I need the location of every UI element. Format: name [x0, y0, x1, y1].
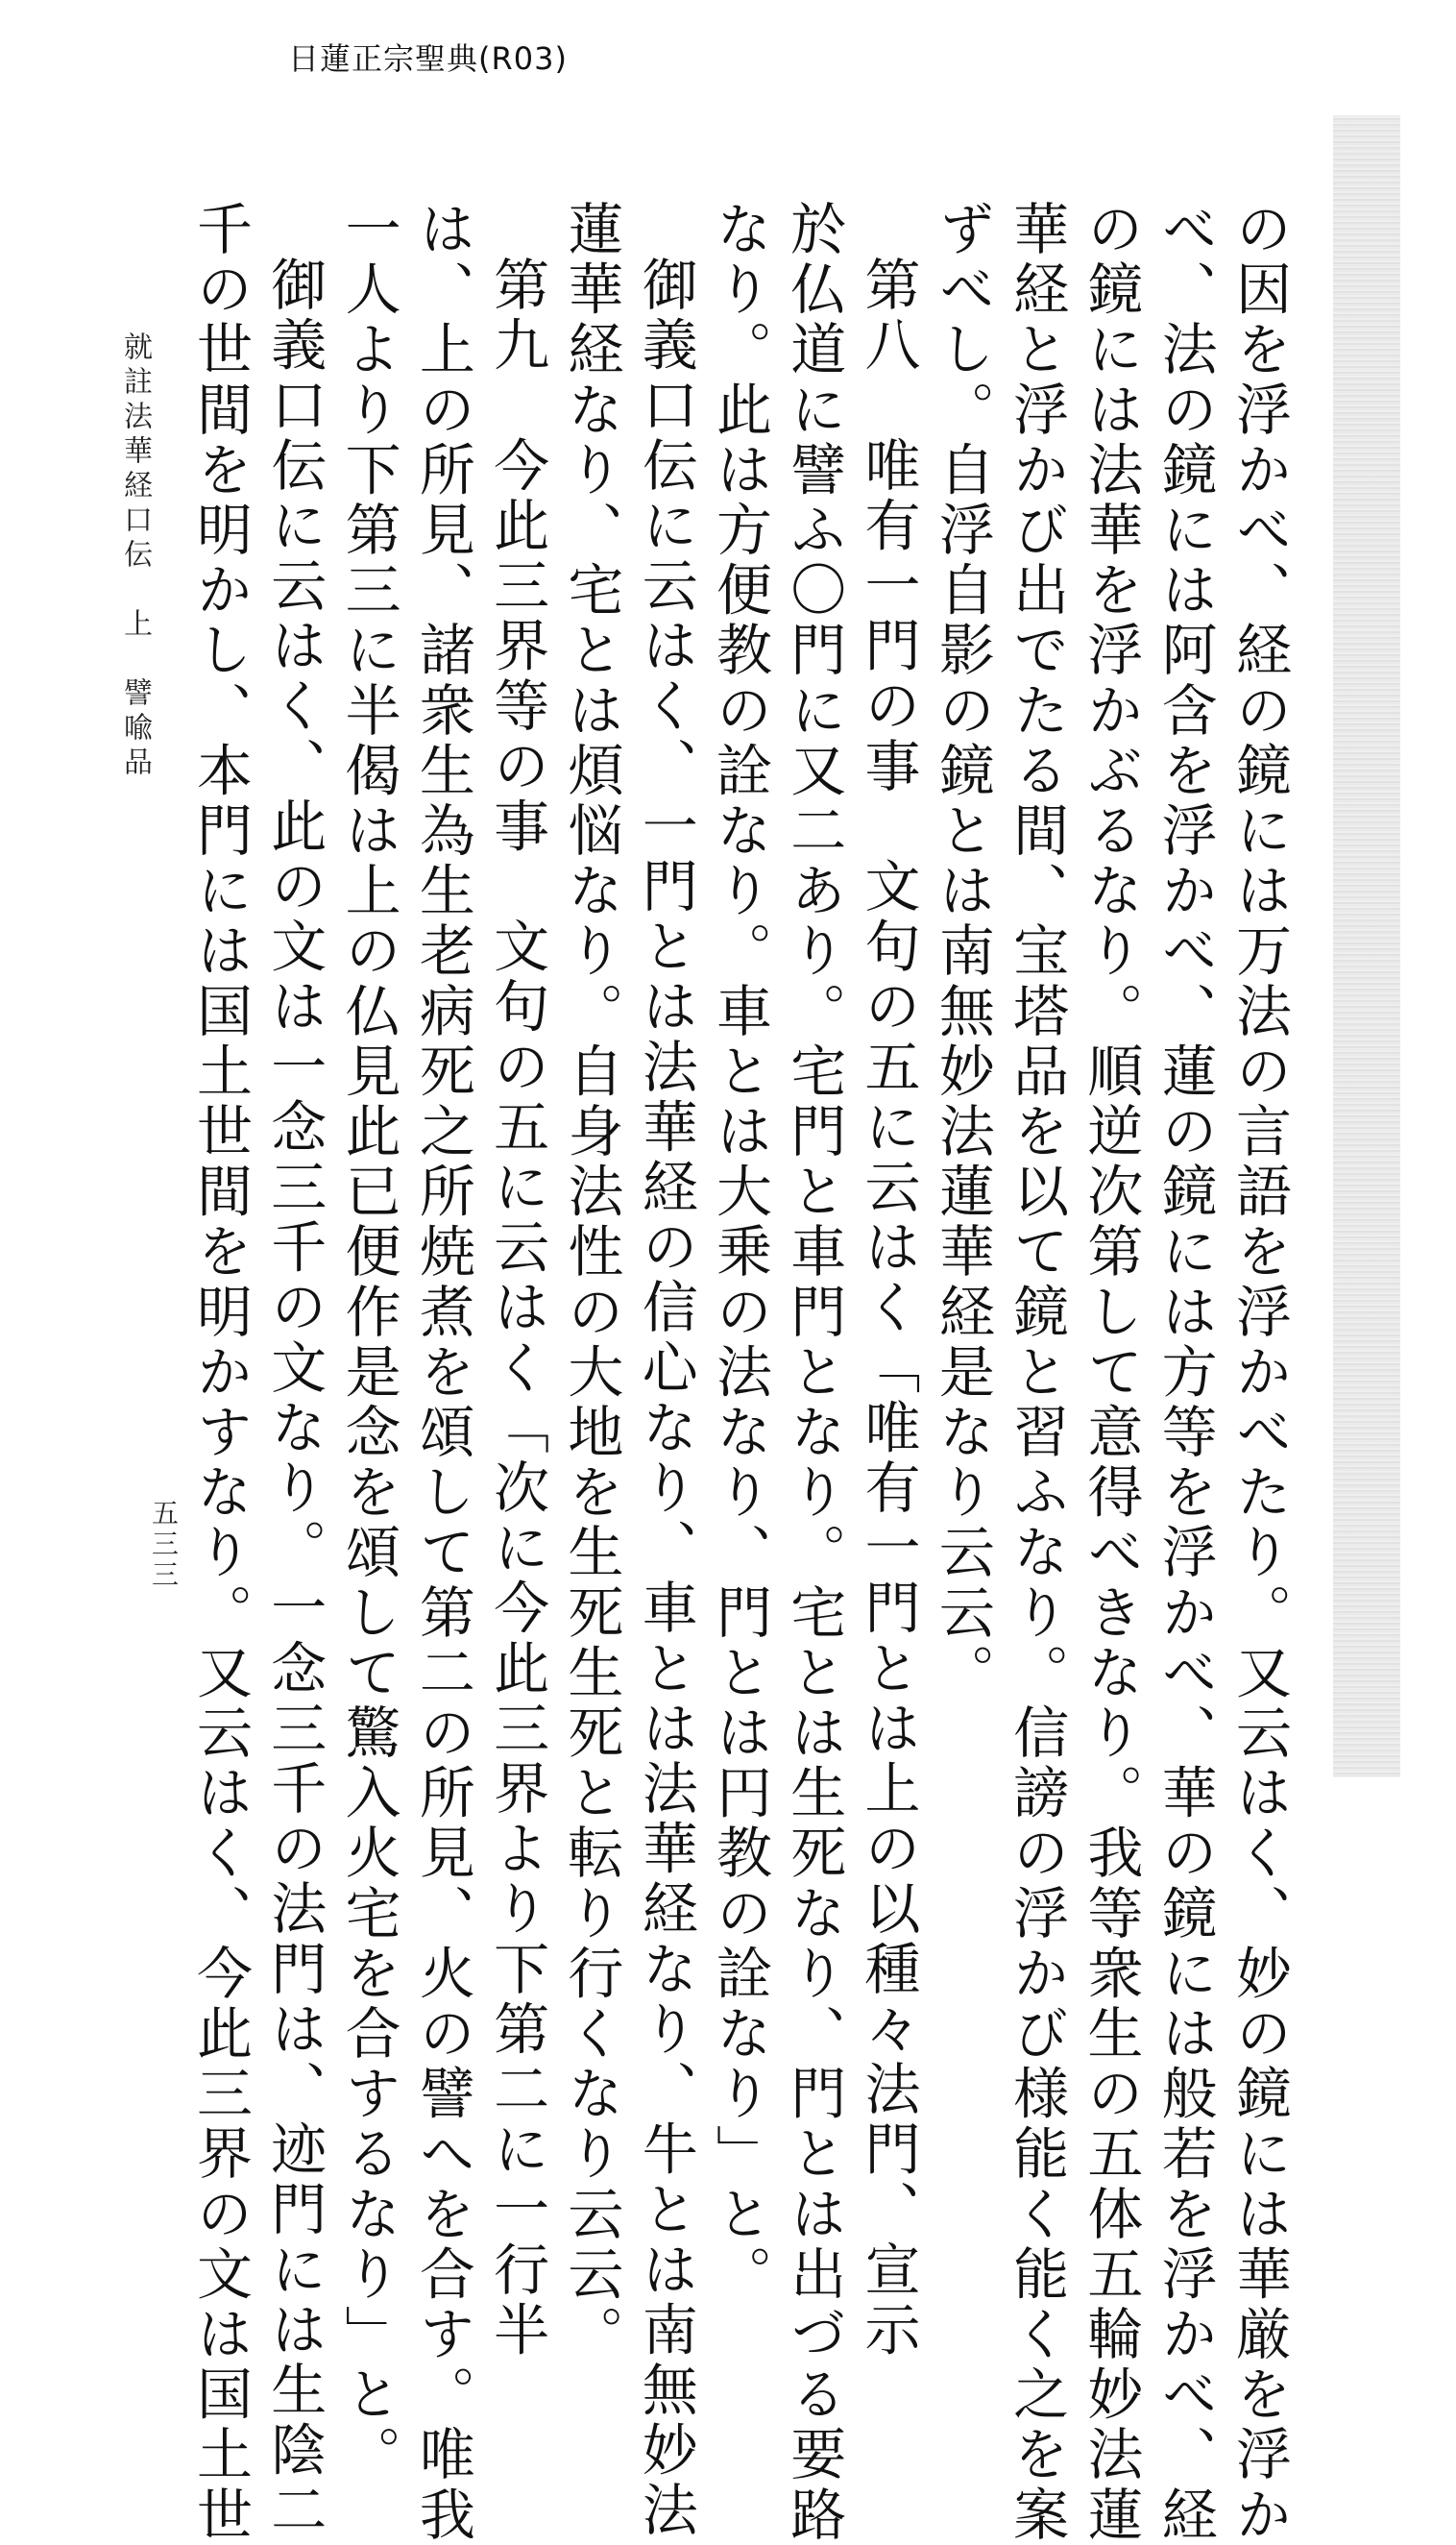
- running-head: 就註法華経口伝 上 譬喩品: [118, 331, 152, 781]
- section-heading-9: 第九 今此三界等の事 文句の五に云はく「次に今此三界より下第二に一行半: [484, 256, 550, 2361]
- text-column-4: 華経と浮かび出でたる間、宝塔品を以て鏡と習ふなり。信謗の浮かび様能く能く之を案: [1004, 200, 1070, 2545]
- text-column-10: 蓮華経なり、宅とは煩悩なり。自身法性の大地を生死生死と転り行くなり云云。: [558, 200, 624, 2365]
- body-text: [187, 200, 1292, 2545]
- section-heading-8: 第八 唯有一門の事 文句の五に云はく「唯有一門とは上の以種々法門、宣示: [855, 256, 921, 2361]
- text-column-13: 一人より下第三に半偈は上の仏見此已便作是念を頌して驚入火宅を合するなり」と。: [335, 200, 401, 2485]
- text-column-7: 於仏道に譬ふ〇門に又二あり。宅門と車門となり。宅とは生死なり、門とは出づる要路: [781, 200, 847, 2545]
- page-title: 日蓮正宗聖典(R03): [288, 40, 568, 77]
- text-column-5: ずべし。自浮自影の鏡とは南無妙法蓮華経是なり云云。: [929, 200, 995, 1703]
- text-column-14: 御義口伝に云はく、此の文は一念三千の文なり。一念三千の法門は、迹門には生陰二: [261, 256, 328, 2541]
- text-column-3: の鏡には法華を浮かぶるなり。順逆次第して意得べきなり。我等衆生の五体五輪妙法蓮: [1078, 200, 1144, 2545]
- text-column-1: の因を浮かべ、経の鏡には万法の言語を浮かべたり。又云はく、妙の鏡には華厳を浮か: [1225, 200, 1292, 2545]
- page-binding-shadow: [1333, 115, 1400, 1777]
- page-number: 五三三: [148, 1499, 180, 1591]
- text-column-2: べ、法の鏡には阿含を浮かべ、蓮の鏡には方等を浮かべ、華の鏡には般若を浮かべ、経: [1152, 200, 1218, 2545]
- text-column-12: は、上の所見、諸衆生為生老病死之所焼煮を頌して第二の所見、火の譬へを合す。唯我: [409, 200, 475, 2545]
- text-column-9: 御義口伝に云はく、一門とは法華経の信心なり、車とは法華経なり、牛とは南無妙法: [632, 256, 698, 2541]
- text-column-8: なり。此は方便教の詮なり。車とは大乗の法なり、門とは円教の詮なり」と。: [706, 200, 772, 2305]
- text-column-15: 千の世間を明かし、本門には国土世間を明かすなり。又云はく、今此三界の文は国土世: [187, 200, 253, 2545]
